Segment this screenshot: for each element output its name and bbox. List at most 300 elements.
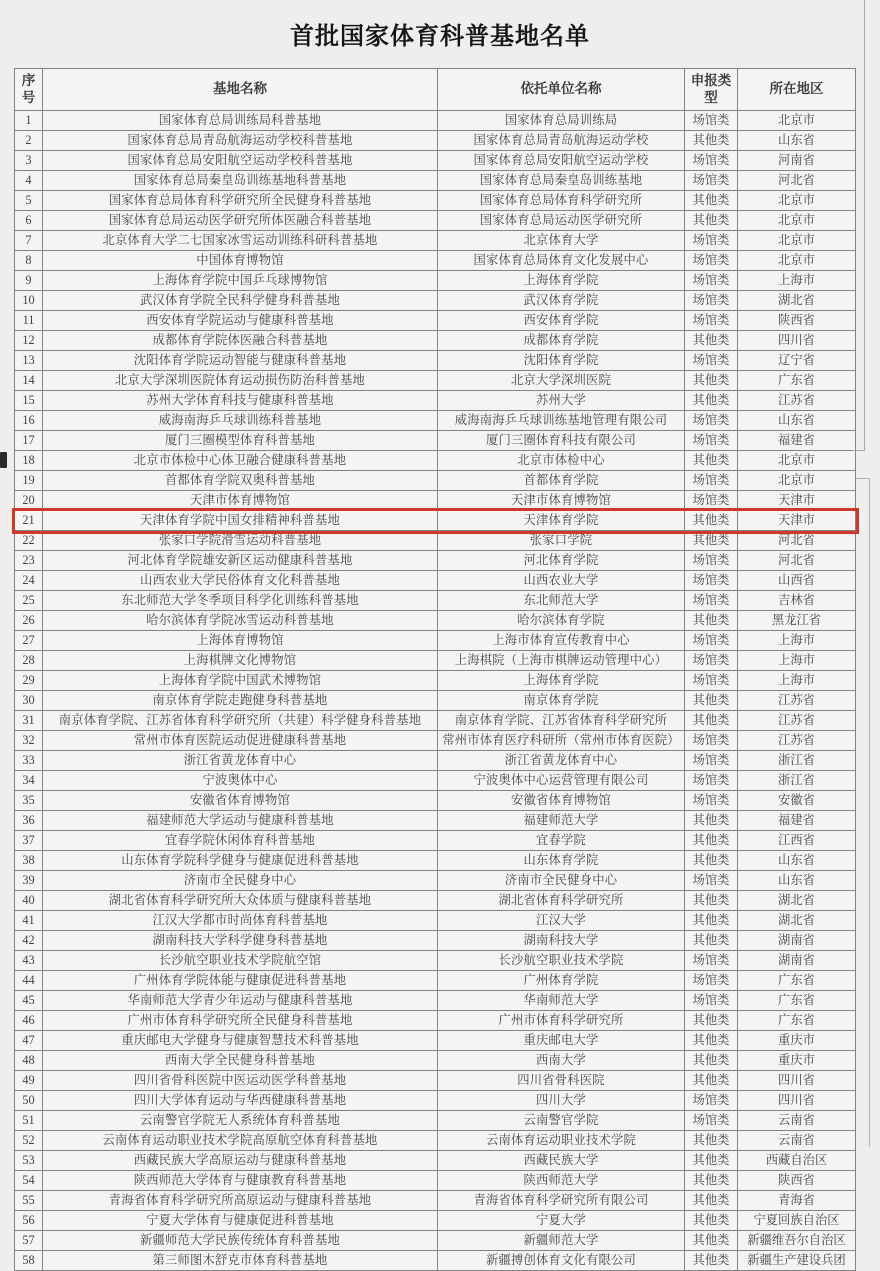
cell-unit: 成都体育学院 (438, 331, 685, 351)
table-row (15, 1191, 856, 1211)
cell-region: 重庆市 (738, 1051, 856, 1071)
cell-no: 52 (15, 1131, 43, 1151)
cell-unit: 北京大学深圳医院 (438, 371, 685, 391)
cell-unit: 上海棋院（上海市棋牌运动管理中心） (438, 651, 685, 671)
cell-unit: 国家体育总局体育科学研究所 (438, 191, 685, 211)
cell-unit: 新疆搏创体育文化有限公司 (438, 1251, 685, 1271)
cell-unit: 济南市全民健身中心 (438, 871, 685, 891)
cell-no: 19 (15, 471, 43, 491)
cell-region: 江苏省 (738, 711, 856, 731)
cell-type: 场馆类 (685, 231, 738, 251)
cell-region: 北京市 (738, 191, 856, 211)
cell-region: 湖北省 (738, 291, 856, 311)
cell-base: 宁夏大学体育与健康促进科普基地 (43, 1211, 438, 1231)
table-row (15, 391, 856, 411)
table-row (15, 571, 856, 591)
cell-base: 国家体育总局秦皇岛训练基地科普基地 (43, 171, 438, 191)
cell-base: 陕西师范大学体育与健康教育科普基地 (43, 1171, 438, 1191)
cell-unit: 四川大学 (438, 1091, 685, 1111)
cell-unit: 国家体育总局体育文化发展中心 (438, 251, 685, 271)
table-row (15, 871, 856, 891)
cell-no: 6 (15, 211, 43, 231)
cell-region: 河北省 (738, 551, 856, 571)
cell-region: 西藏自治区 (738, 1151, 856, 1171)
cell-base: 厦门三圈模型体育科普基地 (43, 431, 438, 451)
cell-region: 山东省 (738, 131, 856, 151)
cell-unit: 新疆师范大学 (438, 1231, 685, 1251)
cell-region: 北京市 (738, 451, 856, 471)
table-row (15, 271, 856, 291)
table-row (15, 111, 856, 131)
cell-region: 天津市 (738, 511, 856, 531)
cell-type: 其他类 (685, 531, 738, 551)
cell-region: 北京市 (738, 251, 856, 271)
cell-no: 37 (15, 831, 43, 851)
cell-type: 场馆类 (685, 1091, 738, 1111)
cell-unit: 山东体育学院 (438, 851, 685, 871)
cell-type: 其他类 (685, 331, 738, 351)
cell-base: 济南市全民健身中心 (43, 871, 438, 891)
cell-type: 场馆类 (685, 251, 738, 271)
cell-no: 53 (15, 1151, 43, 1171)
cell-type: 场馆类 (685, 411, 738, 431)
cell-no: 11 (15, 311, 43, 331)
cell-type: 其他类 (685, 1071, 738, 1091)
cell-type: 其他类 (685, 131, 738, 151)
cell-unit: 浙江省黄龙体育中心 (438, 751, 685, 771)
cell-base: 福建师范大学运动与健康科普基地 (43, 811, 438, 831)
cell-no: 5 (15, 191, 43, 211)
table-row (15, 791, 856, 811)
cell-base: 长沙航空职业技术学院航空馆 (43, 951, 438, 971)
cell-region: 河南省 (738, 151, 856, 171)
cell-no: 54 (15, 1171, 43, 1191)
cell-region: 辽宁省 (738, 351, 856, 371)
cell-region: 广东省 (738, 991, 856, 1011)
cell-type: 其他类 (685, 1031, 738, 1051)
table-row (15, 1251, 856, 1271)
cell-base: 上海棋牌文化博物馆 (43, 651, 438, 671)
cell-no: 40 (15, 891, 43, 911)
col-header-no: 序号 (15, 69, 43, 111)
cell-base: 山西农业大学民俗体育文化科普基地 (43, 571, 438, 591)
cell-type: 场馆类 (685, 491, 738, 511)
cell-region: 北京市 (738, 211, 856, 231)
cell-base: 重庆邮电大学健身与健康智慧技术科普基地 (43, 1031, 438, 1051)
cell-no: 14 (15, 371, 43, 391)
cell-region: 河北省 (738, 531, 856, 551)
cell-unit: 张家口学院 (438, 531, 685, 551)
table-row (15, 1211, 856, 1231)
cell-base: 宁波奥体中心 (43, 771, 438, 791)
cell-base: 河北体育学院雄安新区运动健康科普基地 (43, 551, 438, 571)
table-row (15, 1151, 856, 1171)
cell-type: 场馆类 (685, 271, 738, 291)
cell-no: 4 (15, 171, 43, 191)
cell-no: 55 (15, 1191, 43, 1211)
table-row (15, 451, 856, 471)
cell-no: 41 (15, 911, 43, 931)
cell-type: 场馆类 (685, 311, 738, 331)
cell-unit: 北京市体检中心 (438, 451, 685, 471)
cell-type: 其他类 (685, 1211, 738, 1231)
cell-region: 湖北省 (738, 911, 856, 931)
table-row (15, 471, 856, 491)
cell-unit: 西藏民族大学 (438, 1151, 685, 1171)
cell-no: 17 (15, 431, 43, 451)
cell-unit: 常州市体育医疗科研所（常州市体育医院） (438, 731, 685, 751)
cell-unit: 苏州大学 (438, 391, 685, 411)
cell-no: 56 (15, 1211, 43, 1231)
table-row (15, 1171, 856, 1191)
table-row (15, 651, 856, 671)
cell-no: 36 (15, 811, 43, 831)
cell-type: 其他类 (685, 391, 738, 411)
table-row (15, 951, 856, 971)
table-row (15, 191, 856, 211)
cell-base: 中国体育博物馆 (43, 251, 438, 271)
cell-base: 山东体育学院科学健身与健康促进科普基地 (43, 851, 438, 871)
cell-region: 上海市 (738, 651, 856, 671)
cell-base: 威海南海乒乓球训练科普基地 (43, 411, 438, 431)
cell-region: 陕西省 (738, 311, 856, 331)
cell-no: 30 (15, 691, 43, 711)
cell-type: 场馆类 (685, 991, 738, 1011)
table-row (15, 851, 856, 871)
cell-unit: 国家体育总局安阳航空运动学校 (438, 151, 685, 171)
cell-base: 广州体育学院体能与健康促进科普基地 (43, 971, 438, 991)
cell-no: 33 (15, 751, 43, 771)
cell-no: 48 (15, 1051, 43, 1071)
cell-unit: 东北师范大学 (438, 591, 685, 611)
cell-unit: 云南体育运动职业技术学院 (438, 1131, 685, 1151)
cell-base: 首都体育学院双奥科普基地 (43, 471, 438, 491)
cell-no: 31 (15, 711, 43, 731)
cell-type: 场馆类 (685, 871, 738, 891)
table-row (15, 131, 856, 151)
cell-no: 50 (15, 1091, 43, 1111)
cell-base: 南京体育学院走跑健身科普基地 (43, 691, 438, 711)
cell-no: 20 (15, 491, 43, 511)
table-row (15, 171, 856, 191)
cell-region: 广东省 (738, 971, 856, 991)
cell-base: 成都体育学院体医融合科普基地 (43, 331, 438, 351)
cell-type: 场馆类 (685, 671, 738, 691)
cell-no: 1 (15, 111, 43, 131)
cell-region: 上海市 (738, 671, 856, 691)
cell-region: 北京市 (738, 111, 856, 131)
cell-no: 13 (15, 351, 43, 371)
cell-type: 其他类 (685, 611, 738, 631)
cell-type: 其他类 (685, 1191, 738, 1211)
cell-base: 新疆师范大学民族传统体育科普基地 (43, 1231, 438, 1251)
cell-type: 场馆类 (685, 551, 738, 571)
cell-base: 上海体育博物馆 (43, 631, 438, 651)
cell-no: 7 (15, 231, 43, 251)
cell-unit: 西南大学 (438, 1051, 685, 1071)
cell-region: 浙江省 (738, 771, 856, 791)
cell-no: 32 (15, 731, 43, 751)
cell-unit: 湖南科技大学 (438, 931, 685, 951)
cell-base: 国家体育总局体育科学研究所全民健身科普基地 (43, 191, 438, 211)
cell-no: 58 (15, 1251, 43, 1271)
cell-base: 国家体育总局青岛航海运动学校科普基地 (43, 131, 438, 151)
cell-region: 山东省 (738, 411, 856, 431)
table-row (15, 691, 856, 711)
cell-no: 47 (15, 1031, 43, 1051)
cell-region: 四川省 (738, 1091, 856, 1111)
cell-no: 46 (15, 1011, 43, 1031)
table-row (15, 731, 856, 751)
cell-base: 湖北省体育科学研究所大众体质与健康科普基地 (43, 891, 438, 911)
cell-no: 44 (15, 971, 43, 991)
cell-region: 黑龙江省 (738, 611, 856, 631)
cell-no: 8 (15, 251, 43, 271)
cell-base: 上海体育学院中国乒乓球博物馆 (43, 271, 438, 291)
table-row (15, 211, 856, 231)
cell-region: 北京市 (738, 231, 856, 251)
cell-base: 国家体育总局安阳航空运动学校科普基地 (43, 151, 438, 171)
cell-type: 其他类 (685, 891, 738, 911)
cell-type: 场馆类 (685, 471, 738, 491)
table-row (15, 671, 856, 691)
cell-unit: 云南警官学院 (438, 1111, 685, 1131)
table-row (15, 1051, 856, 1071)
cell-type: 其他类 (685, 831, 738, 851)
table-row (15, 971, 856, 991)
cell-base: 张家口学院滑雪运动科普基地 (43, 531, 438, 551)
cell-unit: 安徽省体育博物馆 (438, 791, 685, 811)
cell-type: 其他类 (685, 1151, 738, 1171)
cell-base: 云南警官学院无人系统体育科普基地 (43, 1111, 438, 1131)
cell-type: 其他类 (685, 1011, 738, 1031)
page-title: 首批国家体育科普基地名单 (290, 24, 590, 50)
cell-no: 3 (15, 151, 43, 171)
cell-no: 49 (15, 1071, 43, 1091)
cell-type: 其他类 (685, 811, 738, 831)
cell-type: 其他类 (685, 191, 738, 211)
table-row (15, 231, 856, 251)
cell-unit: 河北体育学院 (438, 551, 685, 571)
cell-base: 武汉体育学院全民科学健身科普基地 (43, 291, 438, 311)
cell-unit: 山西农业大学 (438, 571, 685, 591)
cell-region: 河北省 (738, 171, 856, 191)
cell-no: 9 (15, 271, 43, 291)
cell-type: 场馆类 (685, 591, 738, 611)
cell-type: 其他类 (685, 1231, 738, 1251)
table-row (15, 251, 856, 271)
cell-type: 场馆类 (685, 771, 738, 791)
cell-base: 北京大学深圳医院体育运动损伤防治科普基地 (43, 371, 438, 391)
cell-no: 39 (15, 871, 43, 891)
table-row (15, 591, 856, 611)
cell-region: 四川省 (738, 1071, 856, 1091)
cell-base: 哈尔滨体育学院冰雪运动科普基地 (43, 611, 438, 631)
cell-region: 上海市 (738, 271, 856, 291)
cell-base: 华南师范大学青少年运动与健康科普基地 (43, 991, 438, 1011)
cell-base: 国家体育总局运动医学研究所体医融合科普基地 (43, 211, 438, 231)
cell-no: 16 (15, 411, 43, 431)
cell-no: 29 (15, 671, 43, 691)
table-row (15, 751, 856, 771)
cell-unit: 厦门三圈体育科技有限公司 (438, 431, 685, 451)
cell-region: 新疆维吾尔自治区 (738, 1231, 856, 1251)
cell-base: 浙江省黄龙体育中心 (43, 751, 438, 771)
cell-region: 安徽省 (738, 791, 856, 811)
cell-unit: 广州体育学院 (438, 971, 685, 991)
cell-region: 山东省 (738, 851, 856, 871)
cell-no: 10 (15, 291, 43, 311)
col-header-base: 基地名称 (43, 69, 438, 111)
table-row (15, 1071, 856, 1091)
cell-base: 西安体育学院运动与健康科普基地 (43, 311, 438, 331)
col-header-type: 申报类型 (685, 69, 738, 111)
cell-no: 57 (15, 1231, 43, 1251)
cell-unit: 上海体育学院 (438, 271, 685, 291)
cell-region: 江苏省 (738, 691, 856, 711)
cell-type: 其他类 (685, 711, 738, 731)
table-row (15, 531, 856, 551)
cell-region: 吉林省 (738, 591, 856, 611)
table-row (15, 411, 856, 431)
cell-type: 场馆类 (685, 791, 738, 811)
table-row (15, 1131, 856, 1151)
cell-type: 其他类 (685, 1051, 738, 1071)
cell-base: 东北师范大学冬季项目科学化训练科普基地 (43, 591, 438, 611)
cell-unit: 天津体育学院 (438, 511, 685, 531)
table-row (15, 351, 856, 371)
cell-region: 重庆市 (738, 1031, 856, 1051)
cell-unit: 天津市体育博物馆 (438, 491, 685, 511)
table-row (15, 331, 856, 351)
cell-unit: 重庆邮电大学 (438, 1031, 685, 1051)
table-row (15, 711, 856, 731)
cell-region: 江苏省 (738, 391, 856, 411)
cell-unit: 宁夏大学 (438, 1211, 685, 1231)
cell-region: 山东省 (738, 871, 856, 891)
cell-unit: 西安体育学院 (438, 311, 685, 331)
cell-no: 24 (15, 571, 43, 591)
cell-unit: 宁波奥体中心运营管理有限公司 (438, 771, 685, 791)
cell-unit: 宜春学院 (438, 831, 685, 851)
cell-base: 广州市体育科学研究所全民健身科普基地 (43, 1011, 438, 1031)
cell-base: 云南体育运动职业技术学院高原航空体育科普基地 (43, 1131, 438, 1151)
cell-base: 上海体育学院中国武术博物馆 (43, 671, 438, 691)
table-row (15, 151, 856, 171)
cell-base: 湖南科技大学科学健身科普基地 (43, 931, 438, 951)
cell-region: 福建省 (738, 811, 856, 831)
cell-no: 25 (15, 591, 43, 611)
cell-type: 场馆类 (685, 571, 738, 591)
cell-unit: 国家体育总局运动医学研究所 (438, 211, 685, 231)
table-row (15, 311, 856, 331)
cell-type: 场馆类 (685, 351, 738, 371)
table-row (15, 1111, 856, 1131)
cell-unit: 哈尔滨体育学院 (438, 611, 685, 631)
cell-base: 西南大学全民健身科普基地 (43, 1051, 438, 1071)
cell-region: 湖南省 (738, 951, 856, 971)
table-row (15, 551, 856, 571)
cell-type: 其他类 (685, 931, 738, 951)
cell-type: 其他类 (685, 851, 738, 871)
cell-unit: 沈阳体育学院 (438, 351, 685, 371)
cell-region: 浙江省 (738, 751, 856, 771)
table-row (15, 631, 856, 651)
cell-unit: 广州市体育科学研究所 (438, 1011, 685, 1031)
cell-region: 天津市 (738, 491, 856, 511)
cell-base: 青海省体育科学研究所高原运动与健康科普基地 (43, 1191, 438, 1211)
table-row (15, 491, 856, 511)
table-row (15, 431, 856, 451)
cell-no: 51 (15, 1111, 43, 1131)
cell-type: 场馆类 (685, 151, 738, 171)
cell-no: 18 (15, 451, 43, 471)
cell-base: 天津市体育博物馆 (43, 491, 438, 511)
bases-table (14, 68, 856, 1271)
cell-base: 西藏民族大学高原运动与健康科普基地 (43, 1151, 438, 1171)
cell-type: 其他类 (685, 211, 738, 231)
header-row (15, 69, 856, 111)
cell-type: 场馆类 (685, 631, 738, 651)
cell-type: 其他类 (685, 1131, 738, 1151)
cell-unit: 四川省骨科医院 (438, 1071, 685, 1091)
cell-type: 场馆类 (685, 951, 738, 971)
cell-type: 场馆类 (685, 1111, 738, 1131)
cell-type: 其他类 (685, 371, 738, 391)
cell-region: 青海省 (738, 1191, 856, 1211)
table-row (15, 831, 856, 851)
cell-region: 广东省 (738, 371, 856, 391)
table-row (15, 1231, 856, 1251)
cell-unit: 南京体育学院、江苏省体育科学研究所 (438, 711, 685, 731)
cell-region: 江苏省 (738, 731, 856, 751)
cell-region: 广东省 (738, 1011, 856, 1031)
cell-no: 27 (15, 631, 43, 651)
cell-base: 宜春学院休闲体育科普基地 (43, 831, 438, 851)
cell-region: 福建省 (738, 431, 856, 451)
cell-no: 28 (15, 651, 43, 671)
table-body (15, 111, 856, 1271)
cell-region: 陕西省 (738, 1171, 856, 1191)
cell-unit: 国家体育总局秦皇岛训练基地 (438, 171, 685, 191)
cell-type: 场馆类 (685, 171, 738, 191)
col-header-unit: 依托单位名称 (438, 69, 685, 111)
table-row (15, 1011, 856, 1031)
cell-no: 26 (15, 611, 43, 631)
cell-region: 四川省 (738, 331, 856, 351)
cell-type: 场馆类 (685, 971, 738, 991)
table-row (15, 371, 856, 391)
cell-base: 常州市体育医院运动促进健康科普基地 (43, 731, 438, 751)
table-row-highlighted (15, 511, 856, 531)
cell-unit: 国家体育总局青岛航海运动学校 (438, 131, 685, 151)
cell-unit: 湖北省体育科学研究所 (438, 891, 685, 911)
cell-base: 第三师图木舒克市体育科普基地 (43, 1251, 438, 1271)
cell-region: 江西省 (738, 831, 856, 851)
cell-region: 云南省 (738, 1131, 856, 1151)
cell-type: 其他类 (685, 451, 738, 471)
cell-no: 2 (15, 131, 43, 151)
cell-type: 其他类 (685, 511, 738, 531)
cell-region: 新疆生产建设兵团 (738, 1251, 856, 1271)
cell-type: 其他类 (685, 1171, 738, 1191)
table-row (15, 771, 856, 791)
cell-unit: 上海市体育宣传教育中心 (438, 631, 685, 651)
table-row (15, 291, 856, 311)
cell-unit: 福建师范大学 (438, 811, 685, 831)
cell-no: 23 (15, 551, 43, 571)
table-row (15, 1091, 856, 1111)
